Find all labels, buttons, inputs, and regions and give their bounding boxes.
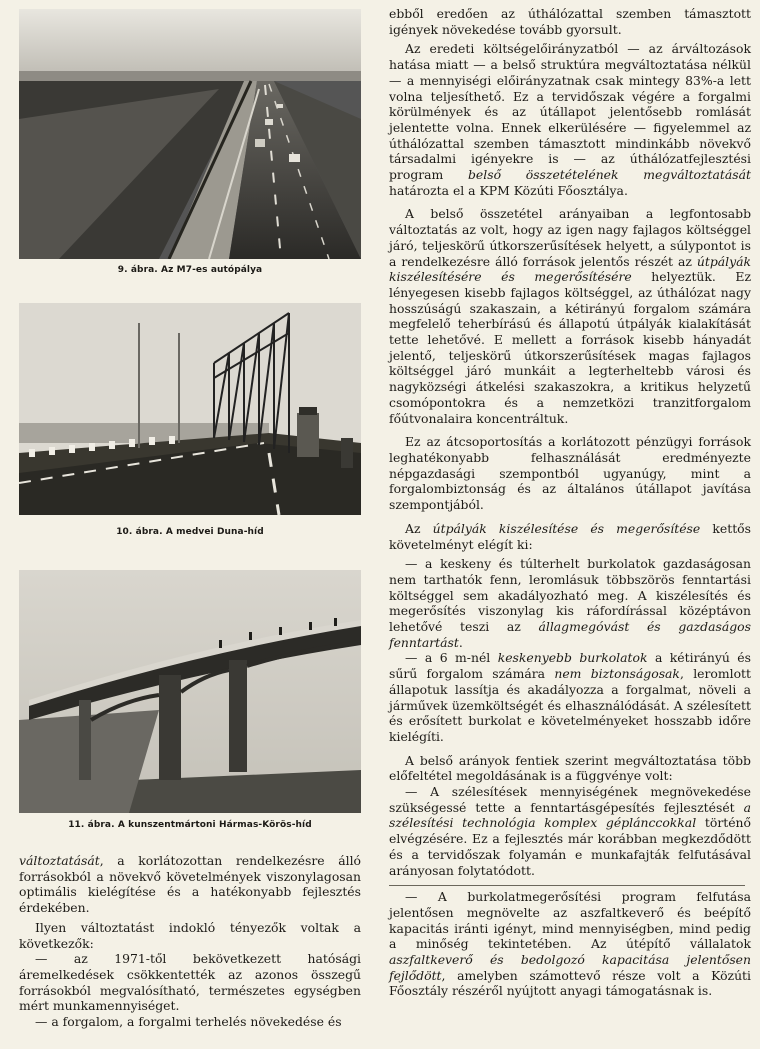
figure-koros-bridge-photo [19, 570, 361, 813]
paragraph: Ez az átcsoportosítás a korlátozott pénzügyi források leghatékonyabb felhasználását eredményezte népgazdasági szempontból ugyanúgy, mint a forgalombiztonság és az általános útállapot javítása szempontjából. [389, 434, 751, 513]
figure-caption: 11. ábra. A kunszentmártoni Hármas-Körös-híd [68, 820, 312, 830]
paragraph: — a forgalom, a forgalmi terhelés növekedése és [35, 1014, 342, 1030]
paragraph: Az útpályák kiszélesítése és megerősítése kettős követelményt elégít ki: [389, 520, 751, 552]
figure-danube-bridge-photo [19, 303, 361, 515]
paragraph: — az 1971-től bekövetkezett hatósági áremelkedések csökkentették az azonos összegű forrásokból megvalósítható, természetes egységben mért munkamennyiséget. [19, 951, 361, 1014]
left-column-text [19, 853, 361, 1030]
paragraph: — a keskeny és túlterhelt burkolatok gazdaságosan nem tarthatók fenn, leromlásuk többszörös fenntartási költséggel sem akadályozható meg. A kiszélesítés és megerősítés viszonylag kis ráfordírással középtávon lehetővé teszi az állagmegóvást és gazdaságos fenntartást. [389, 556, 751, 650]
right-column-text [389, 6, 751, 999]
paragraph: ebből eredően az úthálózattal szemben támasztott igények növekedése tovább gyorsult. [389, 6, 751, 37]
paragraph: változtatását, a korlátozottan rendelkezésre álló forrásokból a növekvő követelmények viszonylagosan optimális kielégítése és a hatékonyabb fejlesztés érdekében. [19, 853, 361, 916]
figure-caption: 9. ábra. Az M7-es autópálya [117, 265, 263, 275]
paragraph: Az eredeti költségelőirányzatból — az árváltozások hatása miatt — a belső struktúra megváltoztatása nélkül — a mennyiségi előirányzatnak csak mintegy 83%-a lett volna teljesíthető. Ez a tervidőszak végére a forgalmi körülmények és az útállapot jelentősebb romlását jelentette volna. Ennek elkerülésére — figyelemmel az úthálózattal szemben támasztott mindinkább növekvő társadalmi igényekre is — az úthálózatfejlesztési program belső összetételének megváltoztatását határozta el a KPM Közúti Főosztálya. [389, 41, 751, 198]
paragraph: Ilyen változtatást indokló tényezők voltak a következők: [19, 919, 361, 951]
paragraph: — a 6 m-nél keskenyebb burkolatok a kétirányú és sűrű forgalom számára nem biztonságosak, leromlott állapotuk lassítja és akadályozza a forgalmat, növeli a járművek üzemköltségét és elhasználódását. A szélesített és erősített burkolat e követelményeket hosszabb időre kielégíti. [389, 650, 752, 744]
figure-caption: 10. ábra. A medvei Duna-híd [116, 527, 264, 537]
paragraph: A belső arányok fentiek szerint megváltoztatása több előfeltétel megoldásának is a függvénye volt: [389, 752, 751, 784]
divider [389, 885, 745, 886]
paragraph: — A burkolatmegerősítési program felfutása jelentősen megnövelte az aszfaltkeverő és beépítő kapacitás iránti igényt, mind mennyiségben, mind pedig a minőség tekintetében. Az útépítő vállalatok aszfaltkeverő és bedolgozó kapacitása jelentősen fejlődött, amelyben számottevő része volt a Közúti Főosztály részéről nyújtott anyagi támogatásnak is. [389, 889, 751, 999]
paragraph: — A szélesítések mennyiségének megnövekedése szükségessé tette a fenntartásgépesítés fejlesztését a szélesítési technológia komplex géplánccokkal történő elvégzésére. Ez a fejlesztés már korábban megkezdődött és a tervidőszak folyamán e munkafajták felfutásával arányosan folytatódott. [389, 784, 752, 878]
paragraph: A belső összetétel arányaiban a legfontosabb változtatás az volt, hogy az igen nagy fajlagos költséggel járó, teljeskörű útkorszerűsítések helyett, a súlypontot is a rendelkezésre álló források jelentős részét az útpályák kiszélesítésére és megerősítésére helyeztük. Ez lényegesen kisebb fajlagos költséggel, az úthálózat nagy hosszúságú szakaszain, a kétirányú forgalom számára megfelelő teherbírású és állapotú útpályák kialakítását tette lehetővé. E mellett a források kisebb hányadát jelentő, teljeskörű útkorszerűsítések magas fajlagos költséggel járó munkáit a legterheltebb városi és nagyközségi átkelési szakaszokra, a kritikus helyzetű csomópontokra és a nemzetközi tranzitforgalom főútvonalaira koncentráltuk. [389, 206, 752, 426]
figure-motorway-photo [19, 9, 361, 259]
